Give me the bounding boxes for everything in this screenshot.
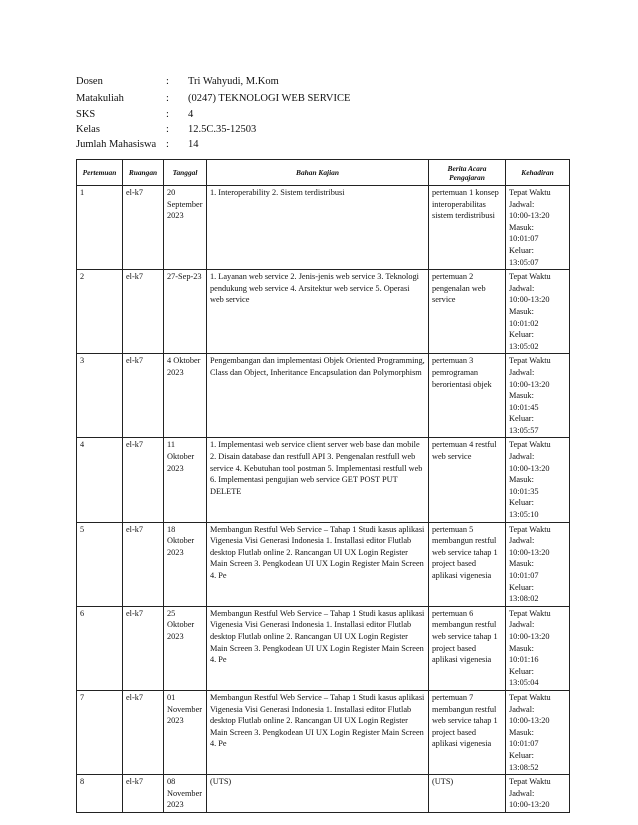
kehadiran-line: 13:05:02 — [509, 341, 539, 351]
header-value: Tri Wahyudi, M.Kom — [188, 76, 279, 87]
cell-pertemuan — [77, 186, 123, 270]
cell-tanggal — [164, 522, 207, 606]
col-header-kehadiran: Kehadiran — [506, 160, 570, 186]
cell-tanggal — [164, 606, 207, 690]
header-label: Jumlah Mahasiswa — [76, 139, 157, 150]
cell-bahan-kajian — [207, 522, 429, 606]
cell-berita-acara — [429, 775, 506, 813]
cell-bahan-kajian — [207, 186, 429, 270]
kehadiran-line: Jadwal: — [509, 283, 535, 293]
kehadiran-line: 10:00-13:20 — [509, 211, 550, 221]
table-row — [77, 186, 570, 270]
cell-bahan-kajian-text: Membangun Restful Web Service – Tahap 1 Studi kasus aplikasi Vigenesia Visi Generasi Indonesia 1. Installasi editor Flutlab desktop Flutlab online 2. Rancangan UI UX Login Register Main Screen 3. Pengkodean UI UX Login Register Main Screen 4. Pe — [210, 524, 425, 580]
cell-tanggal — [164, 438, 207, 522]
cell-berita-acara-text: pertemuan 1 konsep interoperabilitas sistem terdistribusi — [432, 188, 499, 221]
cell-kehadiran — [506, 690, 570, 774]
cell-pertemuan — [77, 438, 123, 522]
kehadiran-line: 10:01:02 — [509, 318, 539, 328]
kehadiran-line: Jadwal: — [509, 452, 535, 462]
header-colon: : — [166, 76, 169, 87]
cell-kehadiran — [506, 270, 570, 354]
kehadiran-line: Keluar: — [509, 245, 534, 255]
kehadiran-line: 10:00-13:20 — [509, 547, 550, 557]
col-header-ruangan: Ruangan — [123, 160, 164, 186]
cell-ruangan-text: el-k7 — [126, 272, 144, 282]
kehadiran-line: 13:05:10 — [509, 510, 539, 520]
kehadiran-line: Tepat Waktu — [509, 524, 551, 534]
table-row — [77, 354, 570, 438]
cell-ruangan — [123, 606, 164, 690]
cell-pertemuan — [77, 690, 123, 774]
col-header-tanggal: Tanggal — [164, 160, 207, 186]
table-header-row — [77, 160, 570, 186]
cell-tanggal — [164, 690, 207, 774]
header-label: Kelas — [76, 124, 100, 135]
cell-ruangan — [123, 522, 164, 606]
cell-berita-acara-text: pertemuan 6 membangun restful web service tahap 1 project based aplikasi vigenesia — [432, 608, 498, 665]
kehadiran-line: Tepat Waktu — [509, 777, 551, 787]
kehadiran-line: 10:01:35 — [509, 486, 539, 496]
cell-tanggal-text: 25 Oktober 2023 — [167, 608, 195, 641]
cell-pertemuan-text: 5 — [80, 524, 85, 534]
kehadiran-line: 10:01:45 — [509, 402, 539, 412]
cell-kehadiran — [506, 186, 570, 270]
cell-tanggal-text: 18 Oktober 2023 — [167, 524, 195, 557]
cell-berita-acara-text: pertemuan 2 pengenalan web service — [432, 272, 486, 305]
cell-ruangan-text: el-k7 — [126, 608, 144, 618]
header-label: SKS — [76, 109, 96, 120]
cell-kehadiran — [506, 522, 570, 606]
header-value: 4 — [188, 109, 194, 120]
kehadiran-line: Masuk: — [509, 475, 534, 485]
cell-pertemuan — [77, 606, 123, 690]
kehadiran-line: Jadwal: — [509, 199, 535, 209]
cell-bahan-kajian-text: 1. Implementasi web service client server web base dan mobile 2. Disain database dan restfull API 3. Pengenalan restfull web service 4. Kebutuhan tool postman 5. Implementasi restfull web 6. Implementasi pengujian web service GET POST PUT DELETE — [210, 440, 423, 496]
cell-pertemuan-text: 6 — [80, 608, 85, 618]
cell-pertemuan-text: 3 — [80, 356, 85, 366]
header-label: Dosen — [76, 76, 103, 87]
kehadiran-line: Keluar: — [509, 330, 534, 340]
header-colon: : — [166, 109, 169, 120]
cell-pertemuan-text: 2 — [80, 272, 85, 282]
header-value: 12.5C.35-12503 — [188, 124, 257, 135]
kehadiran-line: Keluar: — [509, 750, 534, 760]
cell-tanggal — [164, 186, 207, 270]
cell-tanggal-text: 01 November 2023 — [167, 692, 203, 726]
cell-ruangan — [123, 186, 164, 270]
cell-tanggal-text: 11 Oktober 2023 — [167, 440, 195, 473]
cell-berita-acara-text: pertemuan 3 pemrograman berorientasi objek — [432, 356, 492, 389]
kehadiran-line: Jadwal: — [509, 788, 535, 798]
table-row — [77, 522, 570, 606]
cell-pertemuan — [77, 354, 123, 438]
kehadiran-line: 10:00-13:20 — [509, 295, 550, 305]
cell-berita-acara — [429, 354, 506, 438]
kehadiran-line: Masuk: — [509, 306, 534, 316]
cell-berita-acara-text: pertemuan 7 membangun restful web service tahap 1 project based aplikasi vigenesia — [432, 692, 498, 749]
cell-ruangan — [123, 438, 164, 522]
kehadiran-line: 13:08:52 — [509, 762, 539, 772]
cell-ruangan — [123, 354, 164, 438]
kehadiran-line: 10:01:07 — [509, 571, 539, 580]
kehadiran-line: Jadwal: — [509, 367, 535, 377]
cell-pertemuan — [77, 775, 123, 813]
kehadiran-line: Keluar: — [509, 582, 534, 592]
kehadiran-line: Tepat Waktu — [509, 272, 551, 282]
header-colon: : — [166, 93, 169, 104]
header-value: 14 — [188, 139, 199, 150]
cell-pertemuan-text: 7 — [80, 692, 85, 702]
cell-ruangan-text: el-k7 — [126, 188, 144, 197]
kehadiran-line: Keluar: — [509, 666, 534, 676]
kehadiran-line: Masuk: — [509, 222, 534, 232]
col-header-berita-acara: Berita Acara Pengajaran — [429, 160, 506, 186]
table-row — [77, 690, 570, 774]
cell-tanggal — [164, 270, 207, 354]
kehadiran-line: Tepat Waktu — [509, 188, 551, 197]
kehadiran-line: Jadwal: — [509, 704, 535, 714]
cell-kehadiran — [506, 775, 570, 813]
cell-pertemuan — [77, 522, 123, 606]
cell-ruangan — [123, 690, 164, 774]
cell-pertemuan-text: 8 — [80, 777, 85, 787]
cell-berita-acara-text: (UTS) — [432, 777, 454, 787]
col-header-bahan-kajian: Bahan Kajian — [207, 160, 429, 186]
header-colon: : — [166, 139, 169, 150]
table-row — [77, 606, 570, 690]
kehadiran-line: 13:05:57 — [509, 425, 539, 435]
cell-kehadiran — [506, 606, 570, 690]
kehadiran-line: Tepat Waktu — [509, 356, 551, 366]
cell-ruangan — [123, 270, 164, 354]
kehadiran-line: 13:08:02 — [509, 594, 539, 604]
cell-ruangan-text: el-k7 — [126, 440, 144, 450]
cell-bahan-kajian — [207, 775, 429, 813]
cell-ruangan-text: el-k7 — [126, 692, 144, 702]
header-value: (0247) TEKNOLOGI WEB SERVICE — [188, 93, 351, 104]
cell-tanggal — [164, 775, 207, 813]
kehadiran-line: 10:00-13:20 — [509, 631, 550, 641]
header-colon: : — [166, 124, 169, 135]
cell-bahan-kajian — [207, 690, 429, 774]
cell-bahan-kajian-text: 1. Layanan web service 2. Jenis-jenis web service 3. Teknologi pendukung web service 4. Arsitektur web service 5. Operasi web service — [210, 272, 419, 305]
kehadiran-line: 10:01:07 — [509, 234, 539, 244]
table-row — [77, 270, 570, 354]
kehadiran-line: Tepat Waktu — [509, 608, 551, 618]
cell-bahan-kajian-text: Membangun Restful Web Service – Tahap 1 Studi kasus aplikasi Vigenesia Visi Generasi Indonesia 1. Installasi editor Flutlab desktop Flutlab online 2. Rancangan UI UX Login Register Main Screen 3. Pengkodean UI UX Login Register Main Screen 4. Pe — [210, 608, 425, 665]
cell-berita-acara — [429, 606, 506, 690]
kehadiran-line: Masuk: — [509, 727, 534, 737]
kehadiran-line: 10:00-13:20 — [509, 379, 550, 389]
cell-bahan-kajian — [207, 438, 429, 522]
header-label: Matakuliah — [76, 93, 124, 104]
cell-berita-acara — [429, 186, 506, 270]
kehadiran-line: 13:05:07 — [509, 257, 539, 267]
cell-berita-acara-text: pertemuan 5 membangun restful web service tahap 1 project based aplikasi vigenesia — [432, 524, 498, 580]
cell-bahan-kajian — [207, 606, 429, 690]
cell-ruangan-text: el-k7 — [126, 524, 144, 534]
kehadiran-line: 13:05:04 — [509, 678, 539, 688]
kehadiran-line: Tepat Waktu — [509, 440, 551, 450]
cell-berita-acara-text: pertemuan 4 restful web service — [432, 440, 497, 462]
table-row — [77, 438, 570, 522]
cell-pertemuan — [77, 270, 123, 354]
cell-tanggal — [164, 354, 207, 438]
cell-bahan-kajian-text: (UTS) — [210, 777, 232, 787]
kehadiran-line: Masuk: — [509, 643, 534, 653]
cell-pertemuan-text: 4 — [80, 440, 85, 450]
cell-tanggal-text: 08 November 2023 — [167, 777, 203, 810]
kehadiran-line: 10:00-13:20 — [509, 463, 550, 473]
kehadiran-line: Jadwal: — [509, 536, 535, 546]
cell-tanggal-text: 4 Oktober 2023 — [167, 356, 201, 377]
cell-ruangan-text: el-k7 — [126, 777, 144, 787]
cell-bahan-kajian-text: Membangun Restful Web Service – Tahap 1 Studi kasus aplikasi Vigenesia Visi Generasi Indonesia 1. Installasi editor Flutlab desktop Flutlab online 2. Rancangan UI UX Login Register Main Screen 3. Pengkodean UI UX Login Register Main Screen 4. Pe — [210, 692, 425, 749]
cell-pertemuan-text: 1 — [80, 188, 85, 197]
kehadiran-line: 10:00-13:20 — [509, 716, 550, 726]
kehadiran-line: Masuk: — [509, 559, 534, 569]
table-row — [77, 775, 570, 813]
kehadiran-line: 10:01:16 — [509, 655, 539, 665]
cell-bahan-kajian — [207, 354, 429, 438]
cell-berita-acara — [429, 270, 506, 354]
cell-kehadiran — [506, 438, 570, 522]
kehadiran-line: Jadwal: — [509, 620, 535, 630]
cell-bahan-kajian-text: 1. Interoperability 2. Sistem terdistribusi — [210, 188, 345, 197]
cell-tanggal-text: 20 September 2023 — [167, 188, 203, 221]
col-header-pertemuan: Pertemuan — [77, 160, 123, 186]
kehadiran-line: Tepat Waktu — [509, 692, 551, 702]
meeting-schedule-table — [76, 159, 570, 813]
cell-tanggal-text: 27-Sep-23 — [167, 272, 202, 282]
kehadiran-line: Keluar: — [509, 414, 534, 424]
kehadiran-line: Masuk: — [509, 391, 534, 401]
kehadiran-line: Keluar: — [509, 498, 534, 508]
cell-ruangan — [123, 775, 164, 813]
cell-kehadiran — [506, 354, 570, 438]
cell-bahan-kajian-text: Pengembangan dan implementasi Objek Oriented Programming, Class dan Object, Inheritance Encapsulation dan Polymorphism — [210, 356, 425, 377]
kehadiran-line: 10:01:07 — [509, 739, 539, 749]
kehadiran-line: 10:00-13:20 — [509, 800, 550, 810]
cell-bahan-kajian — [207, 270, 429, 354]
cell-berita-acara — [429, 690, 506, 774]
cell-ruangan-text: el-k7 — [126, 356, 144, 366]
cell-berita-acara — [429, 438, 506, 522]
cell-berita-acara — [429, 522, 506, 606]
